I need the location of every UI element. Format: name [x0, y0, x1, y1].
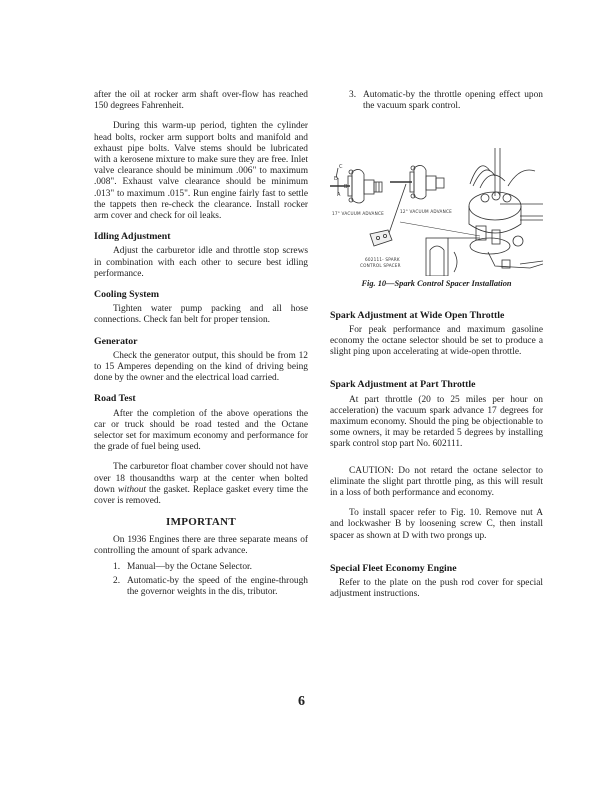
label-a: A [337, 192, 341, 199]
paragraph-part-throttle: At part throttle (20 to 25 miles per hour on acceleration) the vacuum spark advance 17 degrees for maximum economy. Should the ping be objectionable to some owners, it may be retarded 5 degrees by installing spark control stop part No. 602111. [330, 394, 543, 450]
paragraph-wide-open: For peak performance and maximum gasoline economy the octane selector should be set to produce a slight ping upon accelerating at wide-open throttle. [330, 324, 543, 358]
figure-spark-control-spacer [330, 126, 543, 276]
label-12-vacuum-advance: 12° VACUUM ADVANCE [400, 209, 452, 215]
paragraph-warm-up: During this warm-up period, tighten the cylinder head bolts, rocker arm support bolts and manifold and exhaust pipe bolts. Valve stems should be lubricated with a kerosene mixture to make sure they are free. Inlet valve clearance should be minimum .006" to maximum .008". Exhaust valve clearance should be minimum .013" to maximum .015". Run engine fairly fast to settle the tappets then re-check the clearance. Install rocker arm cover and check for oil leaks. [94, 121, 308, 222]
paragraph-install-spacer: To install spacer refer to Fig. 10. Remove nut A and lockwasher B by loosening screw C, then install spacer as shown at D with two prongs up. [330, 508, 543, 541]
paragraph-caution: CAUTION: Do not retard the octane selector to eliminate the slight part throttle ping, as this will result in a loss of both performance and economy. [330, 465, 543, 499]
right-column [330, 90, 543, 609]
figure-caption: Fig. 10—Spark Control Spacer Installation [361, 279, 512, 289]
paragraph-idling: Adjust the carburetor idle and throttle stop screws in combination with each other to secure best idling performance. [94, 246, 308, 279]
heading-wide-open-throttle: Spark Adjustment at Wide Open Throttle [330, 309, 505, 321]
heading-idling-adjustment: Idling Adjustment [94, 231, 171, 243]
label-spacer-name: CONTROL SPACER [360, 263, 401, 269]
paragraph-fleet: Refer to the plate on the push rod cover for special adjustment instructions. [330, 578, 543, 600]
heading-generator: Generator [94, 335, 138, 347]
spark-control-spacer-illustration [370, 230, 392, 246]
label-b: B [344, 184, 348, 191]
label-part-number: 602111- SPARK [365, 257, 400, 263]
spark-control-list-continued [330, 90, 543, 112]
heading-important: IMPORTANT [166, 516, 236, 529]
label-d: D [334, 176, 339, 183]
page-number: 6 [298, 694, 305, 709]
left-column [94, 90, 308, 602]
paragraph-float-chamber: The carburetor float chamber cover should not have over 18 thousandths warp at the center when bolted down without the gasket. Replace gasket every time the cover is removed. [94, 462, 308, 507]
vacuum-advance-12-illustration [388, 166, 444, 237]
spark-control-diagram [330, 126, 543, 276]
paragraph-cooling: Tighten water pump packing and all hose connections. Check fan belt for proper tension. [94, 304, 308, 326]
heading-road-test: Road Test [94, 393, 136, 405]
label-c: C [339, 164, 343, 171]
heading-cooling-system: Cooling System [94, 289, 160, 301]
heading-part-throttle: Spark Adjustment at Part Throttle [330, 379, 476, 391]
list-item: 1. Manual—by the Octane Selector. [113, 561, 252, 572]
list-item: 2. Automatic-by the speed of the engine-through the governor weights in the dis, tributor. [113, 576, 308, 598]
label-17-vacuum-advance: 17° VACUUM ADVANCE [332, 211, 384, 217]
paragraph-oil-temperature: after the oil at rocker arm shaft over-flow has reached 150 degrees Fahrenheit. [94, 90, 308, 112]
paragraph-road-test: After the completion of the above operations the car or truck should be road tested and the Octane selector set for maximum economy and performance for the grade of fuel being used. [94, 408, 308, 453]
heading-special-fleet-economy: Special Fleet Economy Engine [330, 562, 457, 574]
list-item: 3. Automatic-by the throttle opening effect upon the vacuum spark control. [349, 90, 543, 112]
emphasis-without: without [117, 484, 146, 495]
paragraph-spark-means: On 1936 Engines there are three separate means of controlling the amount of spark advance. [94, 534, 308, 556]
paragraph-generator: Check the generator output, this should be from 12 to 15 Amperes depending on the kind of driving being done by the owner and the electrical load carried. [94, 350, 308, 384]
spark-control-list [94, 562, 308, 599]
